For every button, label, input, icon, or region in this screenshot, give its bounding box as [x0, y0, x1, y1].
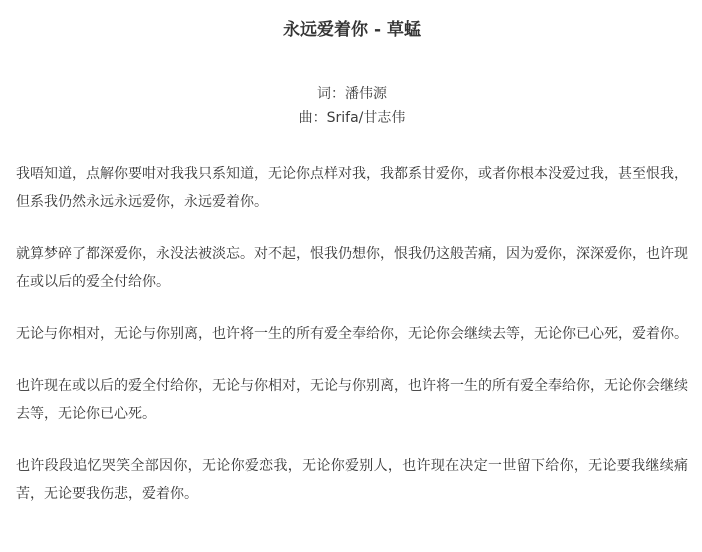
song-title: 永远爱着你 - 草蜢 — [283, 20, 421, 40]
song-credits — [16, 82, 688, 130]
lyrics-verse-2: 就算梦碎了都深爱你，永没法被淡忘。对不起，恨我仍想你，恨我仍这般苦痛，因为爱你，深深爱你，也许现在或以后的爱全付给你。 — [16, 246, 688, 290]
composer-credit: 曲：Srifa/甘志伟 — [298, 110, 406, 126]
lyrics-verse-1: 我唔知道，点解你要咁对我我只系知道，无论你点样对我，我都系甘爱你，或者你根本没爱过我，甚至恨我，但系我仍然永远永远爱你，永远爱着你。 — [16, 166, 688, 210]
lyrics-verse-5: 也许段段追忆哭笑全部因你，无论你爱恋我，无论你爱别人，也许现在决定一世留下给你，无论要我继续痛苦，无论要我伤悲，爱着你。 — [16, 458, 688, 502]
lyricist-credit: 词：潘伟源 — [317, 86, 387, 102]
lyrics-body — [16, 160, 688, 508]
lyrics-verse-3: 无论与你相对，无论与你别离，也许将一生的所有爱全奉给你，无论你会继续去等，无论你已心死，爱着你。 — [16, 326, 688, 342]
lyrics-verse-4: 也许现在或以后的爱全付给你，无论与你相对，无论与你别离，也许将一生的所有爱全奉给你，无论你会继续去等，无论你已心死。 — [16, 378, 688, 422]
